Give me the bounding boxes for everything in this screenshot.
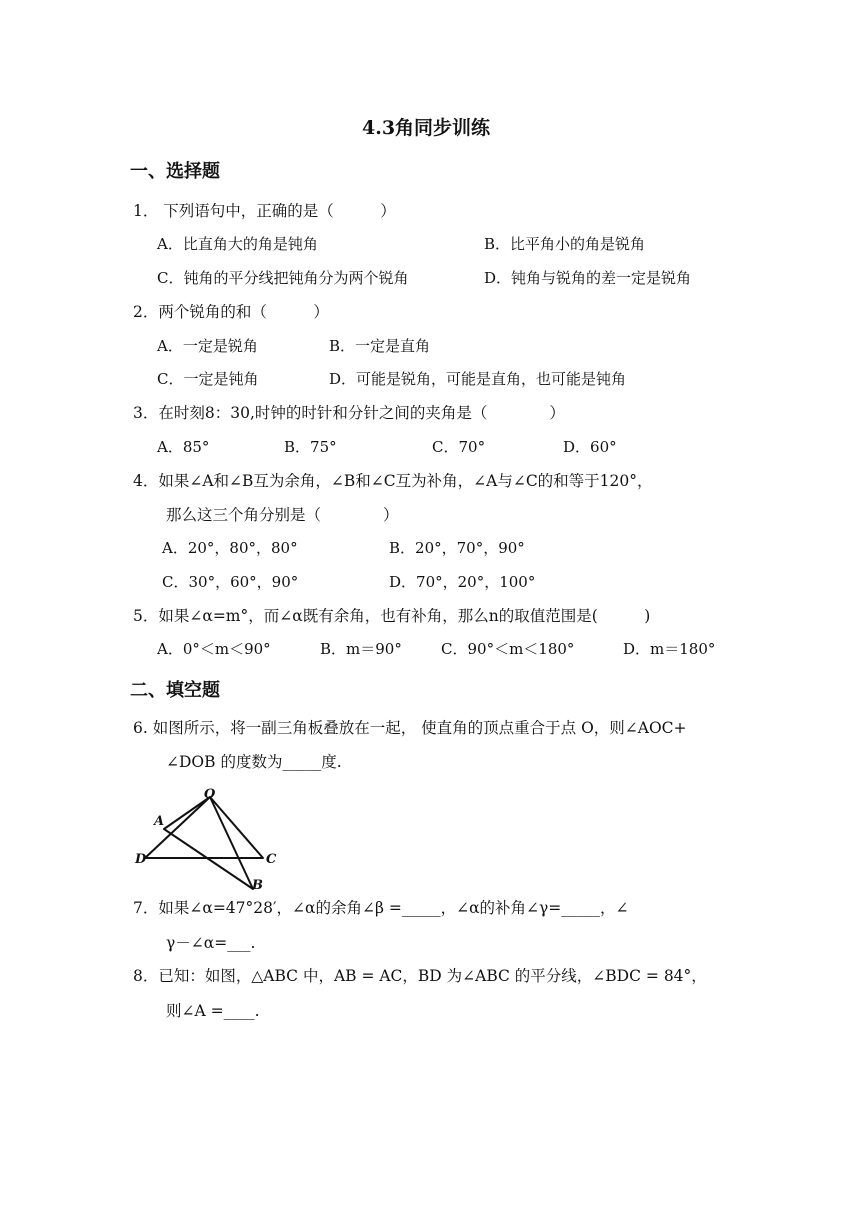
question-2-stem: 2．两个锐角的和（ ）: [133, 303, 329, 321]
question-4-stem: 4．如果∠A和∠B互为余角，∠B和∠C互为补角，∠A与∠C的和等于120°，: [133, 472, 653, 490]
question-4-option-a: A．20°，80°，80°: [162, 539, 298, 557]
question-2-option-d: D．可能是锐角，可能是直角，也可能是钝角: [329, 370, 627, 388]
question-1-option-d: D．钝角与锐角的差一定是锐角: [484, 269, 692, 287]
section-heading-choice: 一、选择题: [130, 161, 220, 182]
figure-label-a: A: [154, 814, 165, 829]
question-4-option-b: B．20°，70°，90°: [389, 539, 525, 557]
question-1-stem: 1． 下列语句中，正确的是（ ）: [133, 202, 396, 220]
question-2-option-a: A．一定是锐角: [157, 337, 258, 355]
question-4-option-c: C．30°，60°，90°: [162, 573, 299, 591]
question-3-option-c: C．70°: [432, 438, 486, 456]
question-8-line-1: 8．已知：如图，△ABC 中，AB = AC，BD 为∠ABC 的平分线，∠BDC = 84°，: [133, 967, 707, 985]
figure-label-c: C: [266, 852, 277, 867]
question-4-option-d: D．70°，20°，100°: [389, 573, 536, 591]
question-7-line-2: γ－∠α=___.: [166, 934, 256, 952]
question-2-option-b: B．一定是直角: [329, 337, 431, 355]
triangle-rulers-figure: [132, 785, 282, 895]
question-4-stem-continued: 那么这三个角分别是（ ）: [166, 506, 399, 524]
question-1-option-b: B．比平角小的角是锐角: [484, 235, 646, 253]
figure-label-b: B: [252, 878, 263, 893]
figure-label-o: O: [204, 787, 216, 802]
question-2-option-c: C．一定是钝角: [157, 370, 259, 388]
question-3-option-a: A．85°: [157, 438, 210, 456]
question-3-stem: 3．在时刻8：30,时钟的时针和分针之间的夹角是（ ）: [133, 404, 565, 422]
question-6-line-1: 6. 如图所示，将一副三角板叠放在一起， 使直角的顶点重合于点 O，则∠AOC+: [133, 719, 687, 737]
question-8-line-2: 则∠A =____.: [166, 1002, 260, 1020]
page-title: 4.3角同步训练: [362, 117, 491, 139]
question-5-option-c: C．90°＜m＜180°: [441, 640, 575, 658]
question-3-option-d: D．60°: [563, 438, 617, 456]
question-5-option-d: D．m＝180°: [623, 640, 716, 658]
question-1-option-a: A．比直角大的角是钝角: [157, 235, 318, 253]
question-1-option-c: C．钝角的平分线把钝角分为两个锐角: [157, 269, 409, 287]
question-6-line-2: ∠DOB 的度数为_____度.: [166, 753, 342, 771]
section-heading-fill: 二、填空题: [130, 680, 220, 701]
triangle-ruler-aob: [164, 797, 253, 889]
question-5-option-b: B．m＝90°: [320, 640, 402, 658]
figure-label-d: D: [135, 852, 147, 867]
question-5-option-a: A．0°＜m＜90°: [157, 640, 271, 658]
question-7-line-1: 7．如果∠α=47°28′，∠α的余角∠β =_____，∠α的补角∠γ=_____，∠: [133, 899, 629, 917]
question-5-stem: 5．如果∠α=m°，而∠α既有余角，也有补角，那么n的取值范围是( ): [133, 607, 651, 625]
question-3-option-b: B．75°: [284, 438, 337, 456]
